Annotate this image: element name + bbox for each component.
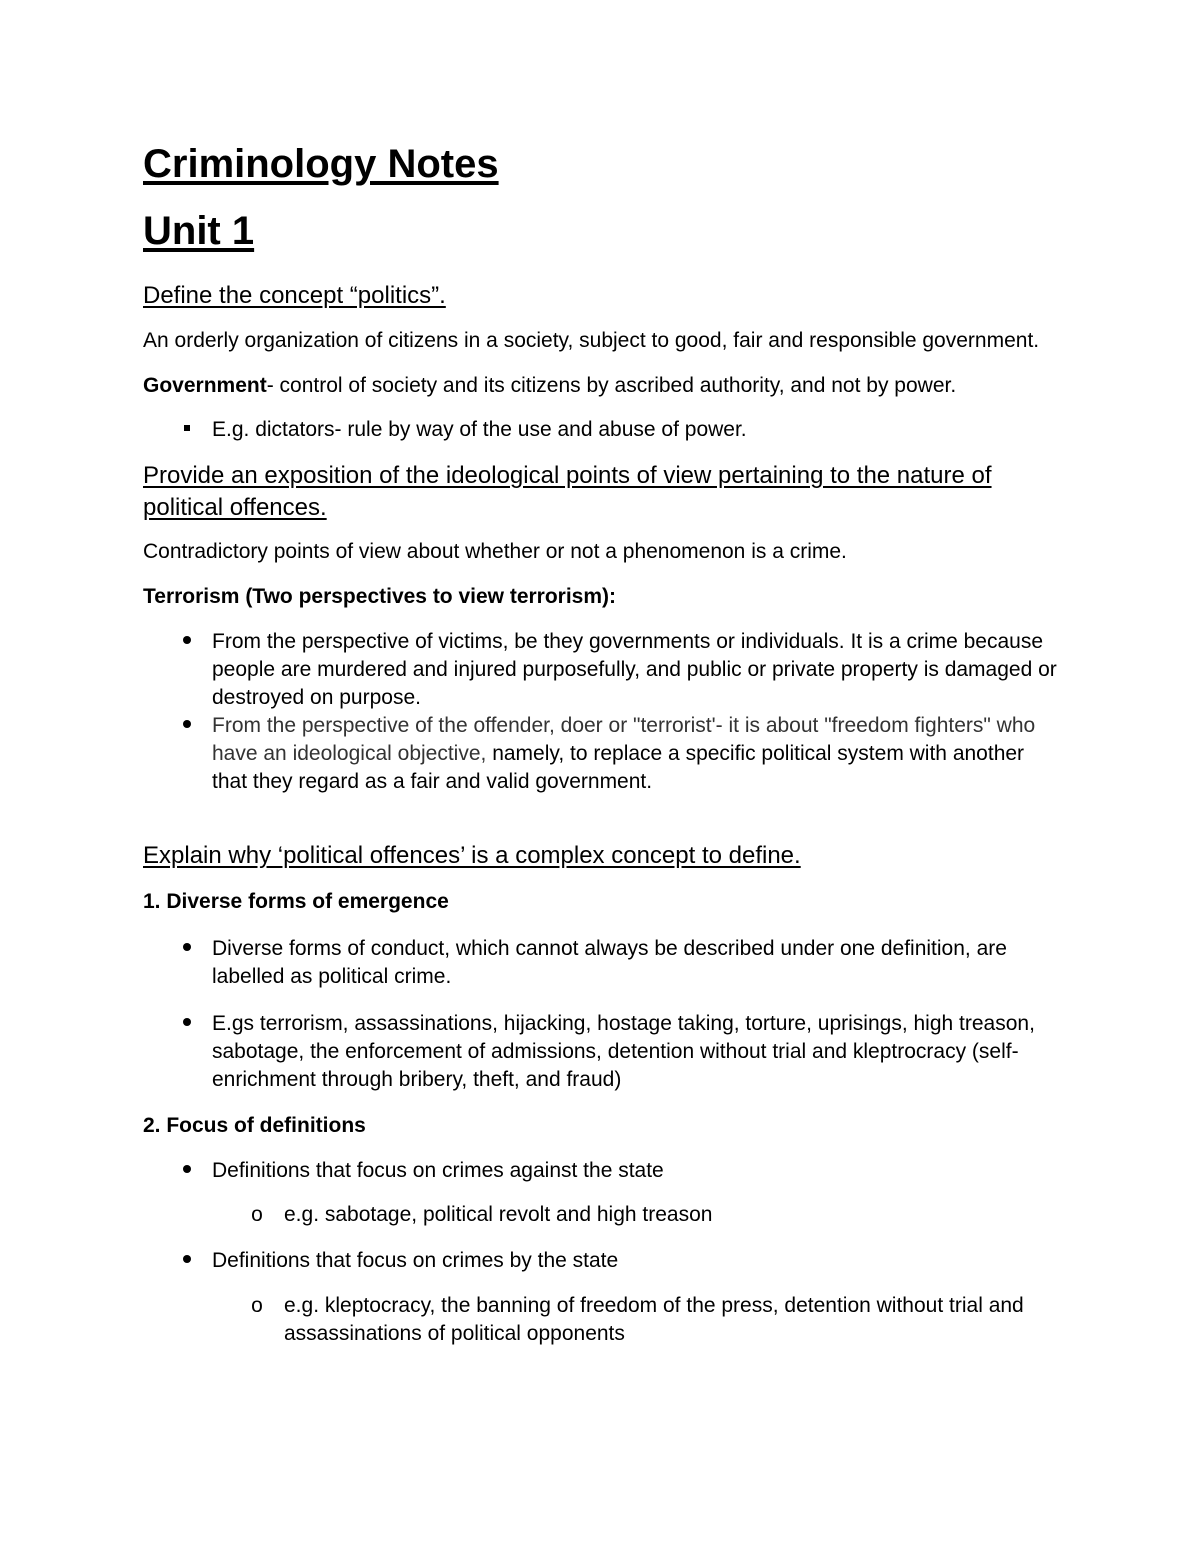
list-item-against-state bbox=[143, 1157, 1063, 1185]
round-bullet-icon bbox=[177, 1157, 197, 1185]
terrorism-subheading: Terrorism (Two perspectives to view terrorism): bbox=[143, 585, 617, 608]
answer-politics: An orderly organization of citizens in a society, subject to good, fair and responsible government. bbox=[143, 329, 1040, 352]
round-bullet-icon bbox=[177, 935, 197, 963]
document-title: Criminology Notes bbox=[143, 142, 499, 186]
point-heading-focus: 2. Focus of definitions bbox=[143, 1114, 366, 1137]
list-item-diverse-conduct bbox=[143, 935, 1063, 991]
document-content bbox=[143, 138, 1063, 1348]
list-item-dictators bbox=[143, 416, 1063, 444]
square-bullet-icon bbox=[177, 416, 197, 444]
list-item-examples bbox=[143, 1010, 1063, 1094]
list-item-text: E.g. dictators- rule by way of the use and abuse of power. bbox=[212, 418, 747, 441]
question-heading-politics: Define the concept “politics”. bbox=[143, 282, 446, 309]
list-item-text-part1: From the perspective of the offender, doer or "terrorist'- it is about "freedom fighters" who have an ideological objective, bbox=[212, 714, 1036, 765]
list-item-text: Diverse forms of conduct, which cannot always be described under one definition, are labelled as political crime. bbox=[212, 937, 1007, 988]
sub-list-item-against-state bbox=[143, 1201, 1063, 1229]
list-item-text: E.gs terrorism, assassinations, hijacking, hostage taking, torture, uprisings, high treason, sabotage, the enforcement of admissions, detention without trial and kleptrocracy (self-enrichment through bribery, theft, and fraud) bbox=[212, 1012, 1035, 1091]
hollow-bullet-icon: o bbox=[251, 1294, 263, 1317]
round-bullet-icon bbox=[177, 1010, 197, 1038]
round-bullet-icon bbox=[177, 1247, 197, 1275]
list-item-text-part2: namely, to replace a specific political system with another that they regard as a fair and valid government. bbox=[212, 742, 1025, 793]
list-item-by-state bbox=[143, 1247, 1063, 1275]
list-item-victims-perspective bbox=[143, 628, 1063, 712]
list-item-text: From the perspective of victims, be they governments or individuals. It is a crime because people are murdered and injured purposefully, and public or private property is damaged or destroyed on purpose. bbox=[212, 630, 1057, 709]
sub-list-item-text: e.g. kleptocracy, the banning of freedom of the press, detention without trial and assassinations of political opponents bbox=[284, 1294, 1024, 1345]
question-heading-ideological: Provide an exposition of the ideological points of view pertaining to the nature of political offences. bbox=[143, 462, 992, 521]
sub-list-item-by-state bbox=[143, 1292, 1063, 1348]
list-item-offender-perspective bbox=[143, 712, 1063, 796]
government-term: Government bbox=[143, 374, 267, 397]
government-definition-text: - control of society and its citizens by ascribed authority, and not by power. bbox=[266, 374, 957, 397]
answer-ideological: Contradictory points of view about whether or not a phenomenon is a crime. bbox=[143, 540, 847, 563]
round-bullet-icon bbox=[177, 628, 197, 656]
government-definition bbox=[143, 372, 1063, 400]
question-heading-complex: Explain why ‘political offences’ is a complex concept to define. bbox=[143, 842, 801, 869]
hollow-bullet-icon: o bbox=[251, 1203, 263, 1226]
sub-list-item-text: e.g. sabotage, political revolt and high treason bbox=[284, 1203, 713, 1226]
round-bullet-icon bbox=[177, 712, 197, 740]
point-heading-diverse-forms: 1. Diverse forms of emergence bbox=[143, 890, 449, 913]
list-item-text: Definitions that focus on crimes by the state bbox=[212, 1249, 619, 1272]
unit-heading: Unit 1 bbox=[143, 209, 255, 253]
list-item-text: Definitions that focus on crimes against the state bbox=[212, 1159, 664, 1182]
